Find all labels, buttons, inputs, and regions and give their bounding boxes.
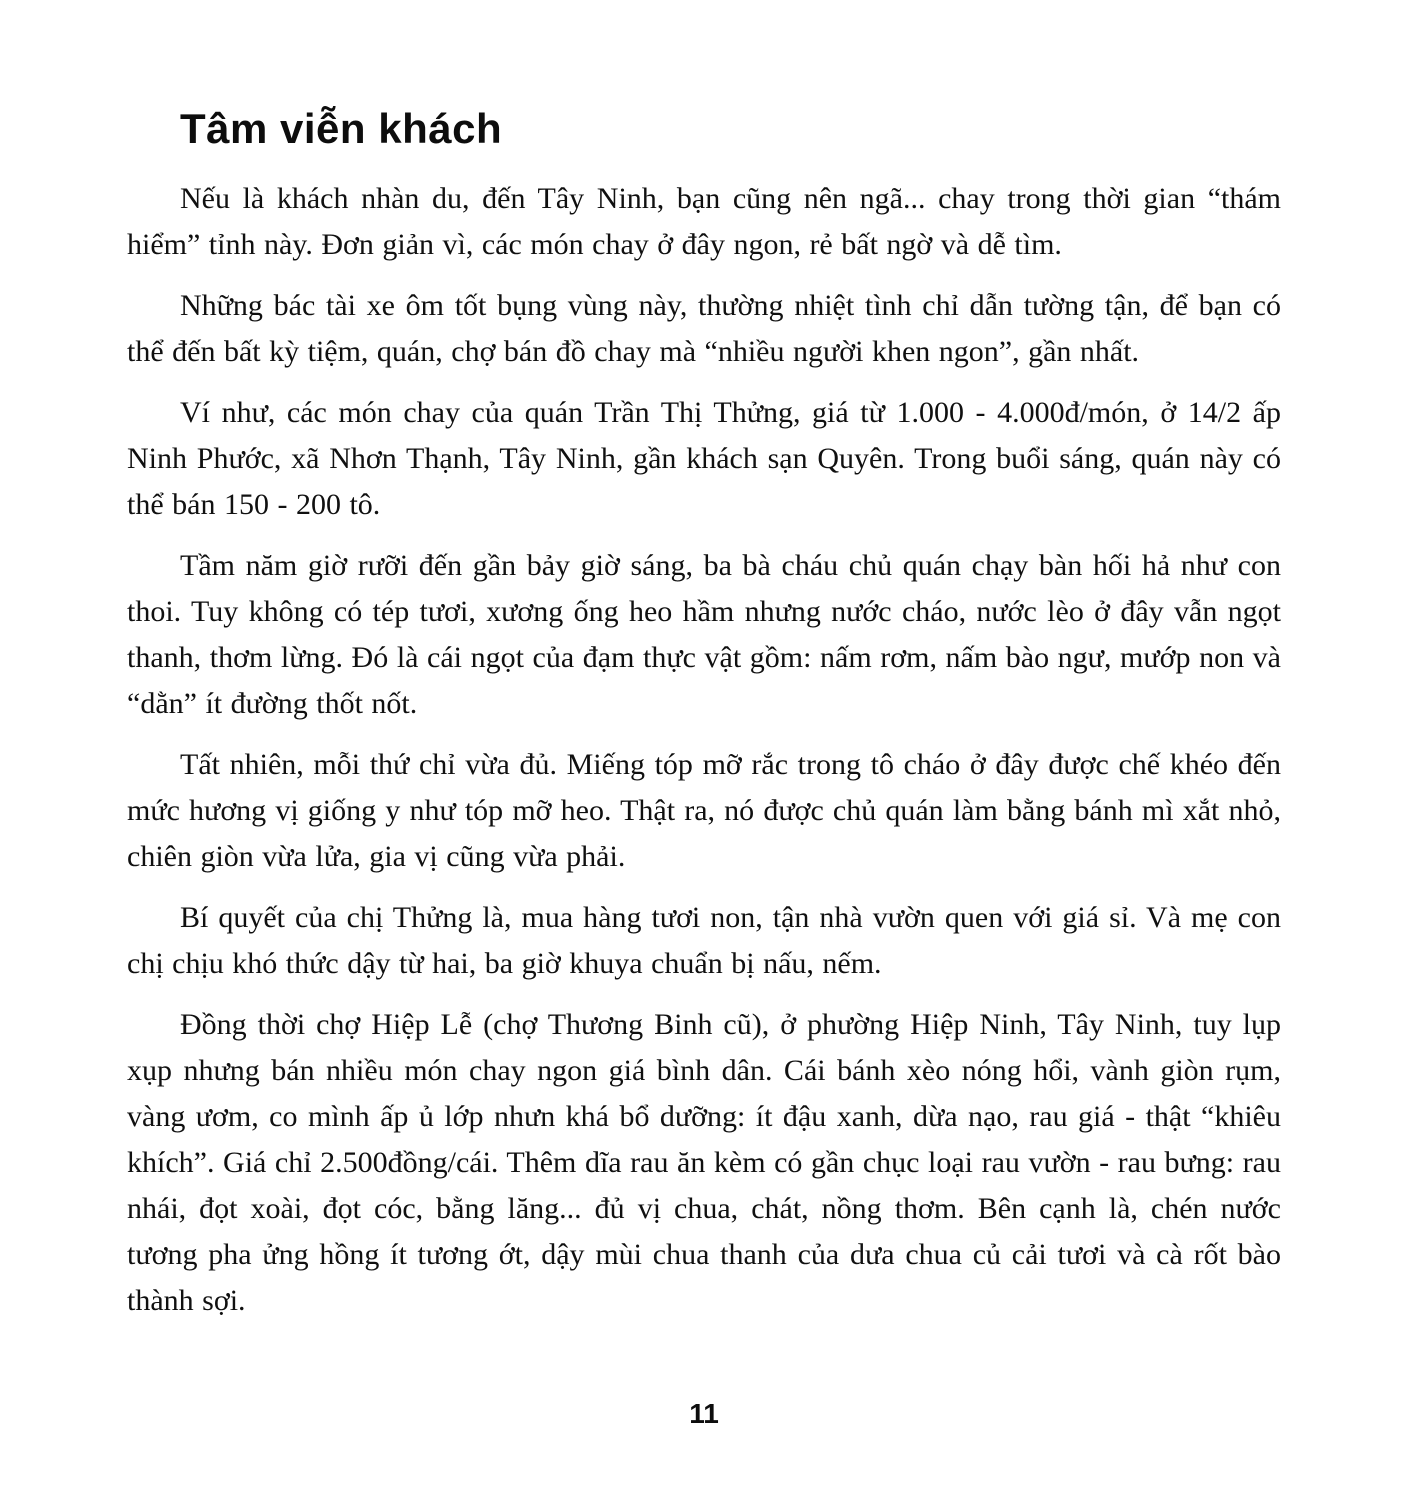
paragraph-4: Tầm năm giờ rưỡi đến gần bảy giờ sáng, ba bà cháu chủ quán chạy bàn hối hả như con thoi. Tuy không có tép tươi, xương ống heo hầm nhưng nước cháo, nước lèo ở đây vẫn ngọt thanh, thơm lừng. Đó là cái ngọt của đạm thực vật gồm: nấm rơm, nấm bào ngư, mướp non và “dằn” ít đường thốt nốt.: [127, 549, 1281, 720]
paragraph-6: Bí quyết của chị Thửng là, mua hàng tươi non, tận nhà vườn quen với giá sỉ. Và mẹ con chị chịu khó thức dậy từ hai, ba giờ khuya chuẩn bị nấu, nếm.: [127, 901, 1281, 980]
paragraph-5: Tất nhiên, mỗi thứ chỉ vừa đủ. Miếng tóp mỡ rắc trong tô cháo ở đây được chế khéo đến mức hương vị giống y như tóp mỡ heo. Thật ra, nó được chủ quán làm bằng bánh mì xắt nhỏ, chiên giòn vừa lửa, gia vị cũng vừa phải.: [127, 748, 1281, 873]
paragraph-3: Ví như, các món chay của quán Trần Thị Thửng, giá từ 1.000 - 4.000đ/món, ở 14/2 ấp Ninh Phước, xã Nhơn Thạnh, Tây Ninh, gần khách sạn Quyên. Trong buổi sáng, quán này có thể bán 150 - 200 tô.: [127, 396, 1281, 521]
paragraph-7: Đồng thời chợ Hiệp Lễ (chợ Thương Binh cũ), ở phường Hiệp Ninh, Tây Ninh, tuy lụp xụp nhưng bán nhiều món chay ngon giá bình dân. Cái bánh xèo nóng hổi, vành giòn rụm, vàng ươm, co mình ấp ủ lớp nhưn khá bổ dưỡng: ít đậu xanh, dừa nạo, rau giá - thật “khiêu khích”. Giá chỉ 2.500đồng/cái. Thêm dĩa rau ăn kèm có gần chục loại rau vườn - rau bưng: rau nhái, đọt xoài, đọt cóc, bằng lăng... đủ vị chua, chát, nồng thơm. Bên cạnh là, chén nước tương pha ửng hồng ít tương ớt, dậy mùi chua thanh của dưa chua củ cải tươi và cà rốt bào thành sợi.: [127, 1008, 1281, 1317]
paragraph-1: Nếu là khách nhàn du, đến Tây Ninh, bạn cũng nên ngã... chay trong thời gian “thám hiểm” tỉnh này. Đơn giản vì, các món chay ở đây ngon, rẻ bất ngờ và dễ tìm.: [127, 182, 1281, 261]
text-block: [127, 104, 1281, 1339]
page-number: 11: [689, 1398, 719, 1429]
paragraph-2: Những bác tài xe ôm tốt bụng vùng này, thường nhiệt tình chỉ dẫn tường tận, để bạn có thể đến bất kỳ tiệm, quán, chợ bán đồ chay mà “nhiều người khen ngon”, gần nhất.: [127, 289, 1281, 368]
page-title: Tâm viễn khách: [180, 105, 503, 152]
